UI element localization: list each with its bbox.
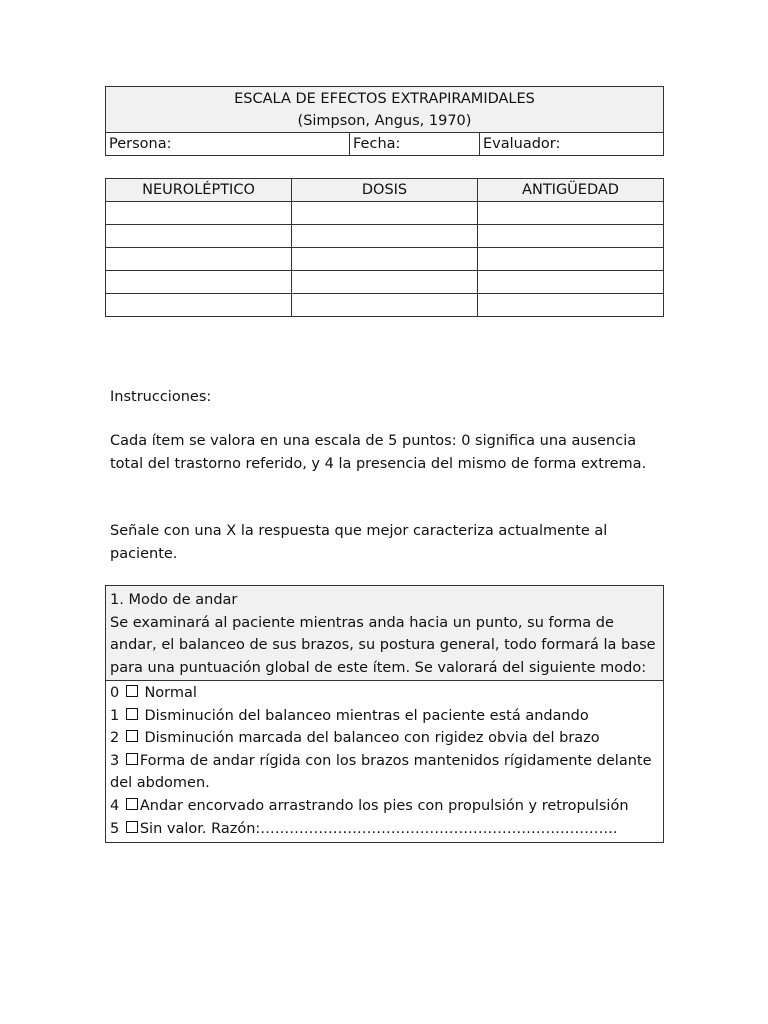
persona-field[interactable]: Persona: xyxy=(106,133,350,156)
option-number: 2 xyxy=(110,730,120,747)
checkbox-icon[interactable] xyxy=(126,821,138,833)
option-label: Andar encorvado arrastrando los pies con propulsión y retropulsión xyxy=(139,797,629,814)
scale-title: ESCALA DE EFECTOS EXTRAPIRAMIDALES xyxy=(234,91,535,107)
neuroleptico-cell[interactable] xyxy=(106,271,292,294)
dosis-cell[interactable] xyxy=(292,294,478,317)
item-1-options-cell xyxy=(106,681,664,843)
dosis-cell[interactable] xyxy=(292,202,478,225)
option-5[interactable] xyxy=(110,818,659,841)
option-number: 1 xyxy=(110,707,120,724)
instructions-heading: Instrucciones: xyxy=(110,389,212,405)
option-number: 5 xyxy=(110,820,120,837)
neuroleptico-cell[interactable] xyxy=(106,225,292,248)
instructions-paragraph-2: Señale con una X la respuesta que mejor caracteriza actualmente al paciente. xyxy=(110,523,608,562)
checkbox-icon[interactable] xyxy=(126,798,138,810)
evaluador-field[interactable]: Evaluador: xyxy=(480,133,664,156)
table-row xyxy=(106,248,664,271)
option-number: 4 xyxy=(110,797,120,814)
option-label: Normal xyxy=(139,685,197,701)
table-row xyxy=(106,271,664,294)
option-number: 3 xyxy=(110,752,120,769)
dosis-cell[interactable] xyxy=(292,248,478,271)
fecha-field[interactable]: Fecha: xyxy=(350,133,480,156)
checkbox-icon[interactable] xyxy=(126,708,138,720)
scale-title-cell xyxy=(106,87,664,133)
antiguedad-cell[interactable] xyxy=(478,225,664,248)
antiguedad-cell[interactable] xyxy=(478,248,664,271)
dosis-cell[interactable] xyxy=(292,225,478,248)
item-1-description: Se examinará al paciente mientras anda hacia un punto, su forma de andar, el balanceo de sus brazos, su postura general, todo formará la base para una puntuación global de este ítem. Se valorará del siguiente modo: xyxy=(110,614,656,676)
option-4[interactable] xyxy=(110,795,659,818)
header-table xyxy=(105,86,664,156)
antiguedad-cell[interactable] xyxy=(478,271,664,294)
table-row xyxy=(106,202,664,225)
option-label: Forma de andar rígida con los brazos mantenidos rígidamente delante del abdomen. xyxy=(110,752,652,792)
column-header-dosis: DOSIS xyxy=(292,179,478,202)
option-label: Sin valor. Razón:……………………………………………………………….. xyxy=(139,820,618,837)
option-3[interactable] xyxy=(110,750,659,795)
option-number: 0 xyxy=(110,685,120,701)
item-1-box xyxy=(105,585,664,843)
option-1[interactable] xyxy=(110,705,659,728)
antiguedad-cell[interactable] xyxy=(478,294,664,317)
neuroleptico-cell[interactable] xyxy=(106,202,292,225)
table-row xyxy=(106,294,664,317)
dosis-cell[interactable] xyxy=(292,271,478,294)
instructions-paragraph-1: Cada ítem se valora en una escala de 5 puntos: 0 significa una ausencia total del trastorno referido, y 4 la presencia del mismo de forma extrema. xyxy=(110,433,647,472)
item-1-description-cell xyxy=(106,586,664,681)
column-header-neuroleptico: NEUROLÉPTICO xyxy=(106,179,292,202)
column-header-antiguedad: ANTIGÜEDAD xyxy=(478,179,664,202)
option-label: Disminución del balanceo mientras el paciente está andando xyxy=(139,707,589,724)
scale-subtitle: (Simpson, Angus, 1970) xyxy=(297,113,472,129)
option-label: Disminución marcada del balanceo con rigidez obvia del brazo xyxy=(139,730,600,747)
neuroleptico-cell[interactable] xyxy=(106,248,292,271)
option-2[interactable] xyxy=(110,727,659,750)
neuroleptico-cell[interactable] xyxy=(106,294,292,317)
antiguedad-cell[interactable] xyxy=(478,202,664,225)
table-row xyxy=(106,225,664,248)
option-0[interactable] xyxy=(110,682,659,705)
checkbox-icon[interactable] xyxy=(126,685,138,697)
checkbox-icon[interactable] xyxy=(126,753,138,765)
checkbox-icon[interactable] xyxy=(126,730,138,742)
item-1-title: 1. Modo de andar xyxy=(110,592,238,608)
neuroleptic-table xyxy=(105,178,664,317)
